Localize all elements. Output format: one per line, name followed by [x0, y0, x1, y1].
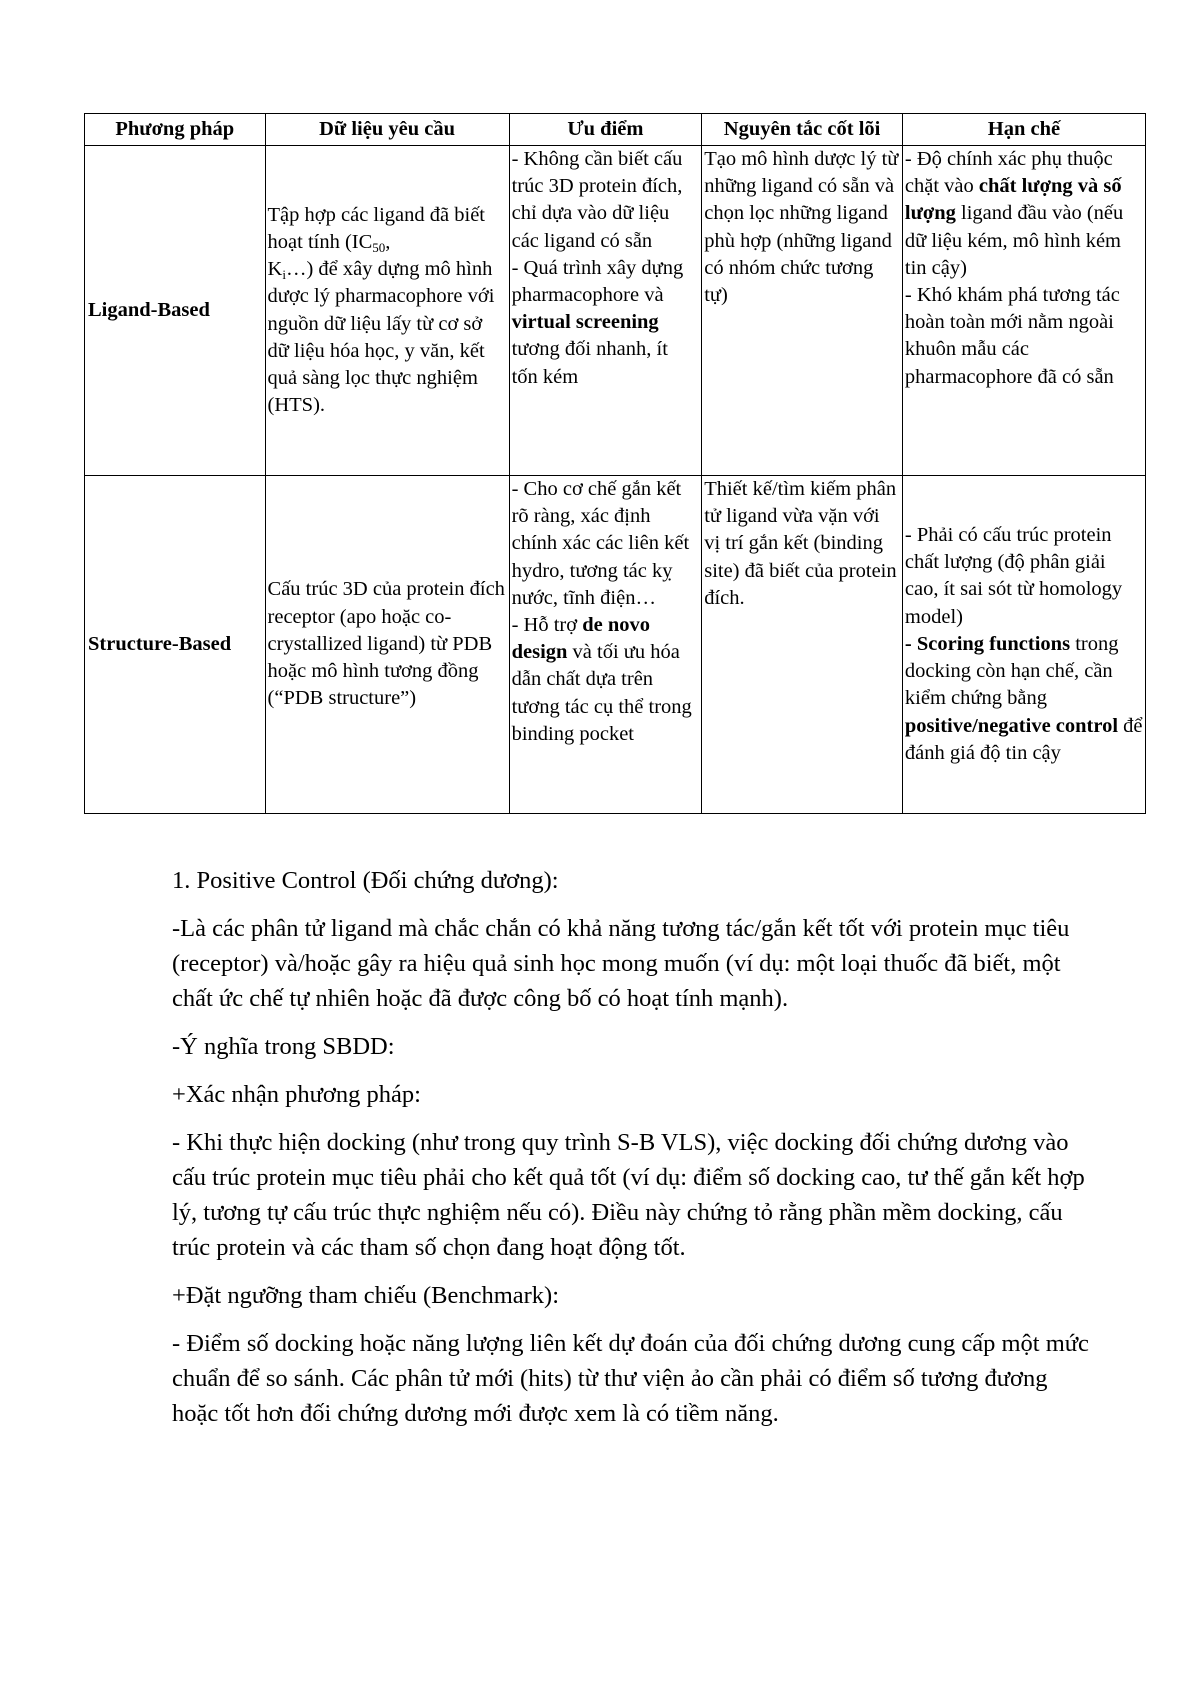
cell-advantages-structure: - Cho cơ chế gắn kết rõ ràng, xác định chính xác các liên kết hydro, tương tác kỵ nước, tĩnh điện… - Hỗ trợ de novo design và tối ưu hóa dẫn chất dựa trên tương tác cụ thể trong binding pocket [509, 476, 702, 814]
cell-data-structure: Cấu trúc 3D của protein đích receptor (apo hoặc co-crystallized ligand) từ PDB hoặc mô hình tương đồng (“PDB structure”) [265, 476, 509, 814]
table-header-row [85, 114, 1146, 146]
cell-method-structure: Structure-Based [85, 476, 266, 814]
cell-principle-structure: Thiết kế/tìm kiếm phân tử ligand vừa vặn với vị trí gắn kết (binding site) đã biết của protein đích. [702, 476, 903, 814]
header-core-principle: Nguyên tắc cốt lõi [702, 114, 903, 146]
paragraph-benchmark: +Đặt ngưỡng tham chiếu (Benchmark): [172, 1282, 560, 1309]
paragraph-significance: -Ý nghĩa trong SBDD: [172, 1033, 395, 1060]
cell-method-ligand: Ligand-Based [85, 146, 266, 476]
cell-advantages-ligand: - Không cần biết cấu trúc 3D protein đích, chỉ dựa vào dữ liệu các ligand có sẵn - Quá trình xây dựng pharmacophore và virtual screening tương đối nhanh, ít tốn kém [509, 146, 702, 476]
table-row-structure-based [85, 476, 1146, 814]
paragraph-docking-explanation: - Khi thực hiện docking (như trong quy trình S-B VLS), việc docking đối chứng dương vào cấu trúc protein mục tiêu phải cho kết quả tốt (ví dụ: điểm số docking cao, tư thế gắn kết hợp lý, tương tự cấu trúc thực nghiệm nếu có). Điều này chứng tỏ rằng phần mềm docking, cấu trúc protein và các tham số chọn đang hoạt động tốt. [172, 1129, 1085, 1261]
paragraph-method-validation: +Xác nhận phương pháp: [172, 1081, 421, 1108]
cell-limitations-ligand: - Độ chính xác phụ thuộc chặt vào chất lượng và số lượng ligand đầu vào (nếu dữ liệu kém, mô hình kém tin cậy) - Khó khám phá tương tác hoàn toàn mới nằm ngoài khuôn mẫu các pharmacophore đã có sẵn [902, 146, 1145, 476]
header-advantages: Ưu điểm [509, 114, 702, 146]
header-required-data: Dữ liệu yêu cầu [265, 114, 509, 146]
section-heading-positive-control: 1. Positive Control (Đối chứng dương): [172, 867, 559, 894]
cell-limitations-structure: - Phải có cấu trúc protein chất lượng (độ phân giải cao, ít sai sót từ homology model) - Scoring functions trong docking còn hạn chế, cần kiểm chứng bằng positive/negative control để đánh giá độ tin cậy [902, 476, 1145, 814]
header-limitations: Hạn chế [902, 114, 1145, 146]
cell-principle-ligand: Tạo mô hình dược lý từ những ligand có sẵn và chọn lọc những ligand phù hợp (những ligand có nhóm chức tương tự) [702, 146, 903, 476]
paragraph-definition: -Là các phân tử ligand mà chắc chắn có khả năng tương tác/gắn kết tốt với protein mục tiêu (receptor) và/hoặc gây ra hiệu quả sinh học mong muốn (ví dụ: một loại thuốc đã biết, một chất ức chế tự nhiên hoặc đã được công bố có hoạt tính mạnh). [172, 915, 1070, 1012]
comparison-table [84, 113, 1146, 814]
header-method: Phương pháp [85, 114, 266, 146]
table-row-ligand-based [85, 146, 1146, 476]
paragraph-benchmark-explanation: - Điểm số docking hoặc năng lượng liên kết dự đoán của đối chứng dương cung cấp một mức chuẩn để so sánh. Các phân tử mới (hits) từ thư viện ảo cần phải có điểm số tương đương hoặc tốt hơn đối chứng dương mới được xem là có tiềm năng. [172, 1330, 1089, 1427]
body-section [172, 863, 1092, 1444]
cell-data-ligand: Tập hợp các ligand đã biết hoạt tính ($IC_{50}$, $K_i\dots$) để xây dựng mô hình dược lý pharmacophore với nguồn dữ liệu lấy từ cơ sở dữ liệu hóa học, y văn, kết quả sàng lọc thực nghiệm (HTS). [265, 146, 509, 476]
